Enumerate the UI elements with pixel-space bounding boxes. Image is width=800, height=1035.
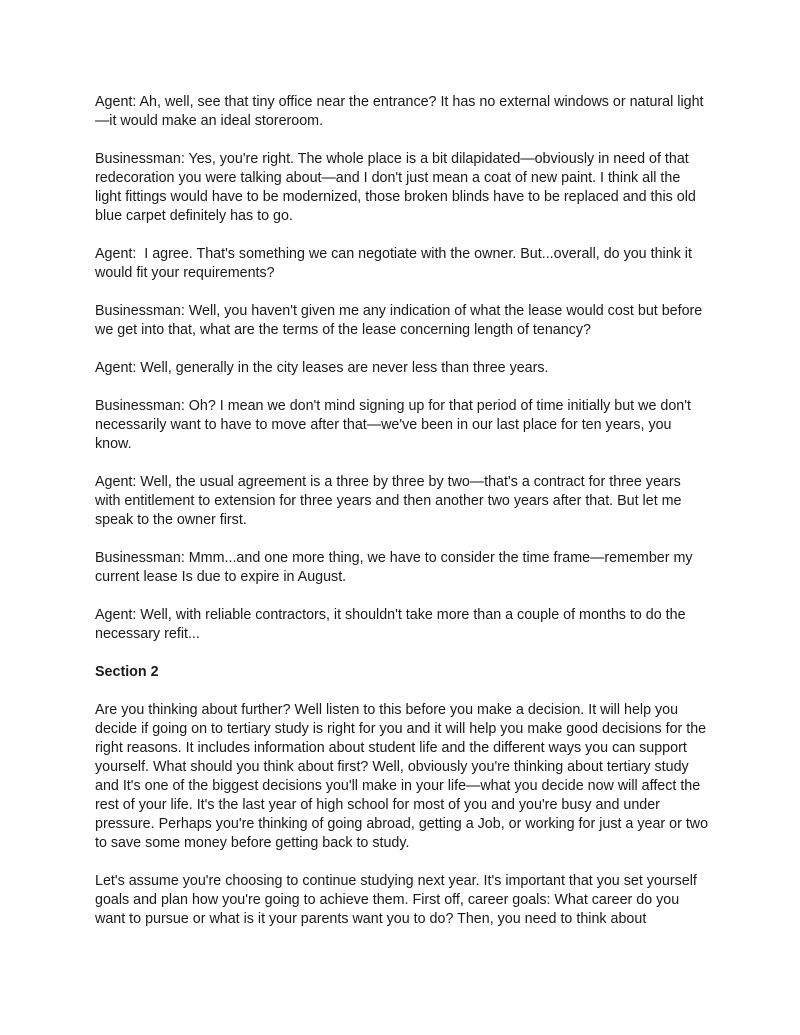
body-paragraph: Let's assume you're choosing to continue studying next year. It's important that you set yourself goals and plan how you're going to achieve them. First off, career goals: What career do you want to pursue or what is it your parents want you to do? Then, you need to think about — [95, 873, 701, 927]
dialogue-paragraph: Agent: Well, with reliable contractors, it shouldn't take more than a couple of months to do the necessary refit... — [95, 607, 690, 642]
dialogue-paragraph: Agent: Ah, well, see that tiny office near the entrance? It has no external windows or natural light—it would make an ideal storeroom. — [95, 94, 704, 129]
document-page — [95, 93, 713, 948]
dialogue-paragraph: Agent: I agree. That's something we can negotiate with the owner. But...overall, do you think it would fit your requirements? — [95, 246, 696, 281]
section-heading: Section 2 — [95, 664, 159, 680]
body-paragraph: Are you thinking about further? Well listen to this before you make a decision. It will help you decide if going on to tertiary study is right for you and it will help you make good decisions for the right reasons. It includes information about student life and the different ways you can support yourself. What should you think about first? Well, obviously you're thinking about tertiary study and It's one of the biggest decisions you'll make in your life—what you decide now will affect the rest of your life. It's the last year of high school for most of you and you're busy and under pressure. Perhaps you're thinking of going abroad, getting a Job, or working for just a year or two to save some money before getting back to study. — [95, 702, 713, 851]
dialogue-paragraph: Businessman: Well, you haven't given me any indication of what the lease would cost but before we get into that, what are the terms of the lease concerning length of tenancy? — [95, 303, 707, 338]
dialogue-paragraph: Agent: Well, generally in the city leases are never less than three years. — [95, 360, 549, 376]
dialogue-paragraph: Businessman: Yes, you're right. The whole place is a bit dilapidated—obviously in need of that redecoration you were talking about—and I don't just mean a coat of new paint. I think all the light fittings would have to be modernized, those broken blinds have to be replaced and this old blue carpet definitely has to go. — [95, 151, 700, 224]
dialogue-paragraph: Businessman: Oh? I mean we don't mind signing up for that period of time initially but we don't necessarily want to have to move after that—we've been in our last place for ten years, you know. — [95, 398, 695, 452]
dialogue-paragraph: Businessman: Mmm...and one more thing, we have to consider the time frame—remember my current lease Is due to expire in August. — [95, 550, 697, 585]
dialogue-paragraph: Agent: Well, the usual agreement is a three by three by two—that's a contract for three years with entitlement to extension for three years and then another two years after that. But let me speak to the owner first. — [95, 474, 686, 528]
